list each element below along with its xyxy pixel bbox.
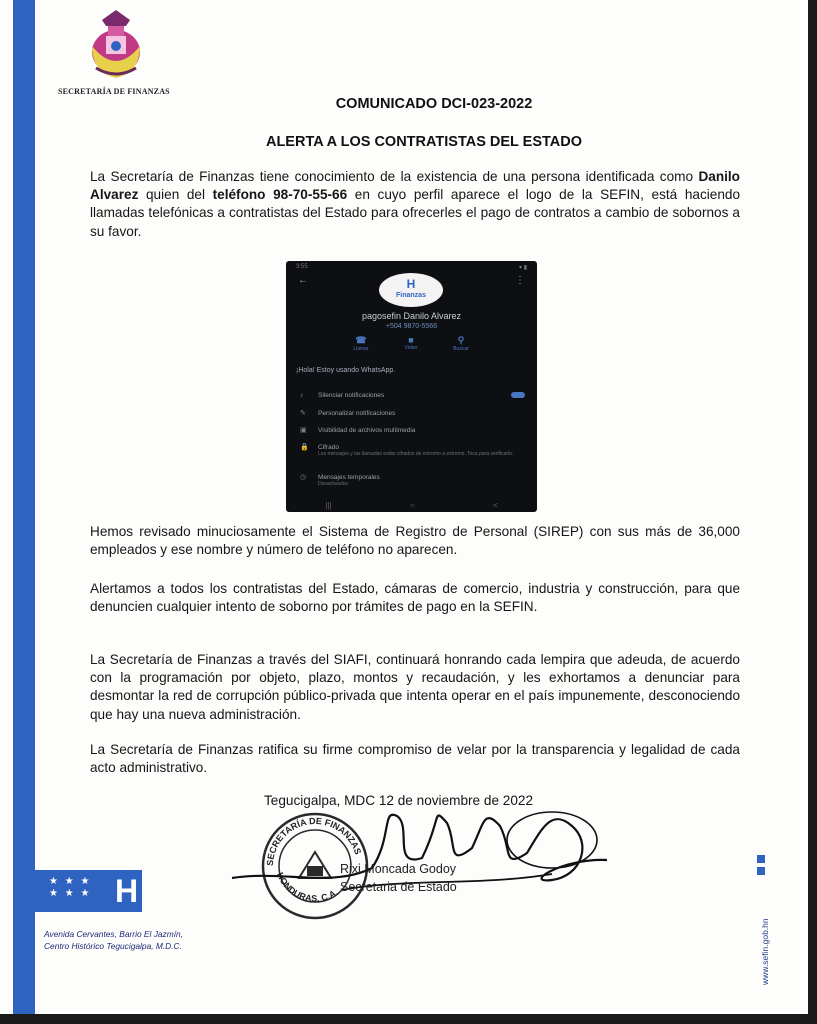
row-media-visibility-label: Visibilidad de archivos multimedia bbox=[318, 427, 416, 434]
video-action bbox=[391, 335, 431, 352]
document-title: COMUNICADO DCI-023-2022 bbox=[335, 96, 533, 112]
logo-caption: SECRETARÍA DE FINANZAS bbox=[58, 87, 170, 96]
video-label: Video bbox=[404, 345, 418, 351]
profile-actions bbox=[341, 335, 481, 352]
lock-icon: 🔒 bbox=[300, 444, 309, 451]
pencil-icon: ✎ bbox=[300, 410, 306, 417]
signer-role: Secretaria de Estado bbox=[340, 880, 457, 894]
place-date: Tegucigalpa, MDC 12 de noviembre de 2022 bbox=[264, 793, 534, 808]
signer-name: Rixi Moncada Godoy bbox=[340, 862, 457, 876]
row-temporary-messages bbox=[300, 473, 525, 487]
recents-icon: ||| bbox=[325, 501, 332, 510]
profile-name: pagosefin Danilo Alvarez bbox=[361, 311, 462, 321]
phone-screenshot bbox=[286, 261, 537, 512]
timer-icon: ◷ bbox=[300, 474, 307, 481]
profile-number: +504 9870-5566 bbox=[385, 323, 438, 330]
phone-status-time: 3:55 bbox=[296, 264, 308, 270]
seal-text-top: SECRETARÍA DE FINANZAS bbox=[264, 815, 364, 867]
paragraph-2: Hemos revisado minuciosamente el Sistema de Registro de Personal (SIREP) con sus más de 36,000 empleados y ese nombre y número de teléfono no aparecen. bbox=[90, 524, 740, 558]
phone-status-icons: ▾ ▮ bbox=[519, 265, 527, 271]
suspect-name: Danilo Alvarez bbox=[90, 169, 740, 203]
row-encryption-sub: Los mensajes y las llamadas están cifrados de extremo a extremo. Toca para verificarlo. bbox=[318, 451, 514, 457]
document-subtitle: ALERTA A LOS CONTRATISTAS DEL ESTADO bbox=[265, 134, 583, 150]
profile-logo-word: Finanzas bbox=[396, 292, 426, 299]
image-icon: ▣ bbox=[300, 427, 307, 434]
profile-logo-letter: H bbox=[406, 277, 416, 291]
row-temporary-messages-label: Mensajes temporales bbox=[318, 474, 380, 481]
search-label: Buscar bbox=[453, 346, 469, 352]
row-custom-notifications-label: Personalizar notificaciones bbox=[318, 410, 396, 417]
paragraph-1 bbox=[90, 168, 740, 241]
row-encryption bbox=[300, 443, 525, 457]
footer-logo-letter: H bbox=[115, 873, 139, 909]
seal-text-bottom: HONDURAS, C.A. bbox=[275, 870, 340, 904]
row-encryption-label: Cifrado bbox=[318, 444, 339, 451]
left-brand-bar bbox=[13, 0, 35, 1014]
suspect-phone: teléfono 98-70-55-66 bbox=[212, 187, 348, 203]
home-icon: ○ bbox=[409, 501, 415, 510]
profile-avatar bbox=[379, 273, 443, 307]
search-action bbox=[441, 335, 481, 352]
coat-of-arms-logo bbox=[82, 6, 150, 84]
phone-navbar bbox=[286, 501, 537, 510]
address-line-1: Avenida Cervantes, Barrio El Jazmín, bbox=[44, 929, 184, 939]
address-line-2: Centro Histórico Tegucigalpa, M.D.C. bbox=[44, 941, 182, 951]
footer-logo bbox=[35, 870, 142, 912]
profile-status: ¡Hola! Estoy usando WhatsApp. bbox=[296, 367, 396, 374]
row-mute-label: Silenciar notificaciones bbox=[318, 392, 385, 399]
back-icon: < bbox=[493, 501, 498, 510]
paragraph-1-part-3: en cuyo perfil aparece el logo de la SEFIN, está haciendo llamadas telefónicas a contratistas del Estado para ofrecerles el pago de contratos a cambio de sobornos a su favor. bbox=[90, 187, 741, 239]
website-url: www.sefin.gob.hn bbox=[760, 918, 770, 985]
row-media-visibility bbox=[300, 426, 525, 434]
paragraph-1-part-1: La Secretaría de Finanzas tiene conocimiento de la existencia de una persona identificada como bbox=[90, 169, 699, 184]
row-custom-notifications bbox=[300, 409, 525, 417]
paragraph-5: La Secretaría de Finanzas ratifica su firme compromiso de velar por la transparencia y legalidad de cada acto administrativo. bbox=[90, 742, 740, 776]
more-options-icon: ⋮ bbox=[515, 275, 525, 286]
video-icon: ■ bbox=[408, 335, 414, 345]
website-squares bbox=[757, 855, 767, 879]
back-arrow-icon: ← bbox=[298, 275, 308, 286]
row-temporary-messages-sub: Desactivados bbox=[318, 481, 349, 487]
phone-icon: ☎ bbox=[355, 335, 367, 345]
paragraph-1-part-2: quien del bbox=[138, 187, 213, 203]
paragraph-3: Alertamos a todos los contratistas del Estado, cámaras de comercio, industria y construcción, para que denuncien cualquier intento de soborno por trámites de pago en la SEFIN. bbox=[90, 581, 740, 615]
paragraph-4: La Secretaría de Finanzas a través del SIAFI, continuará honrando cada lempira que adeuda, de acuerdo con la programación por objeto, plazo, montos y recaudación, y les exhortamos a denunciar para desmontar la red de corrupción público-privada que intenta operar en el país impunemente, desconociendo que hay una nueva administración. bbox=[90, 652, 740, 722]
bell-icon: ♪ bbox=[300, 392, 304, 399]
mute-toggle bbox=[511, 392, 525, 398]
row-mute bbox=[300, 392, 525, 399]
call-label: Llamar bbox=[353, 346, 369, 352]
search-icon: ⚲ bbox=[457, 335, 465, 345]
call-action bbox=[341, 335, 381, 352]
stars-icon: ★ ★ ★ ★ ★ ★ bbox=[49, 876, 92, 899]
